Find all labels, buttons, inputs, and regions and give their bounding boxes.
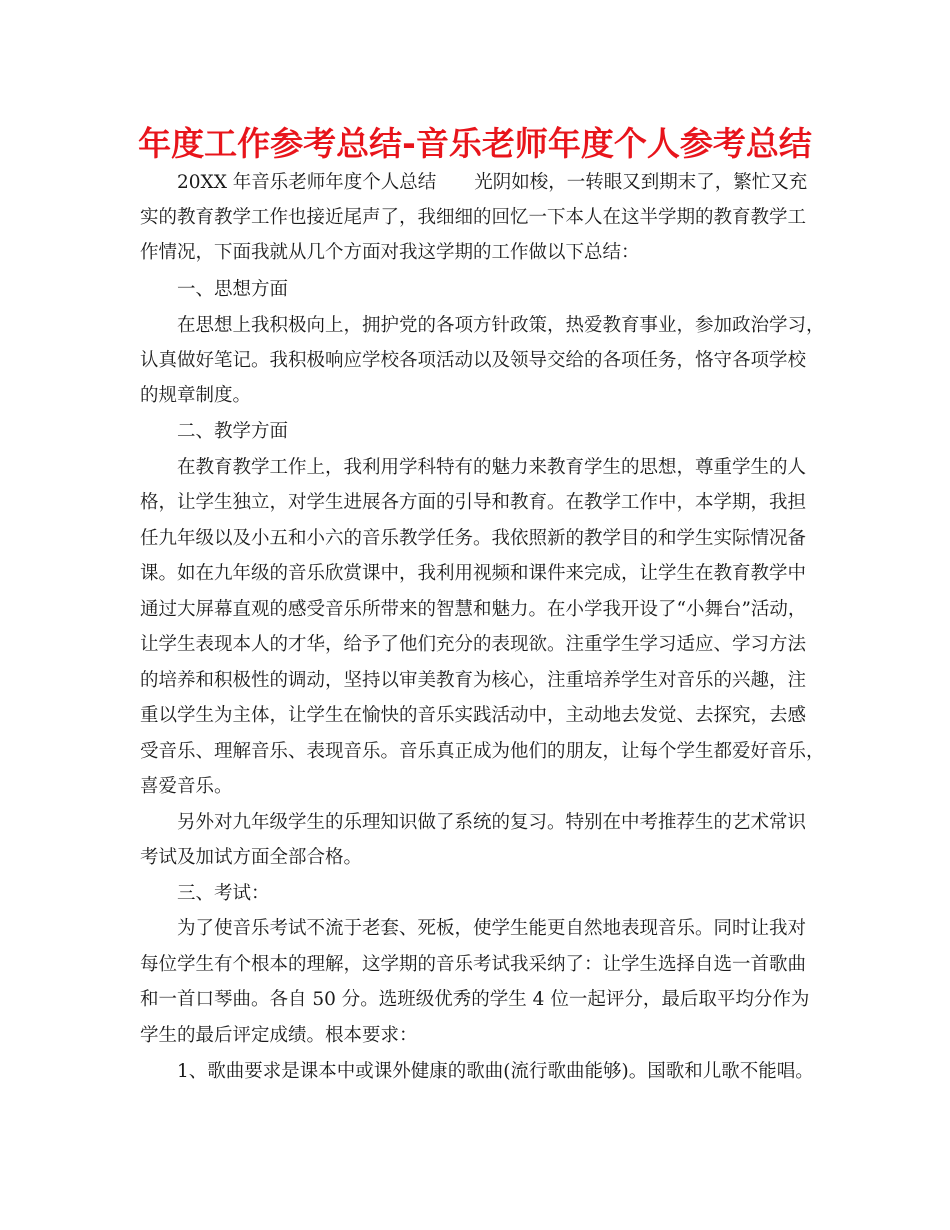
section-heading: 二、教学方面	[177, 421, 289, 442]
paragraph-line: 实的教育教学工作也接近尾声了，我细细的回忆一下本人在这半学期的教育教学工	[140, 207, 807, 228]
paragraph-line: 在教育教学工作上，我利用学科特有的魅力来教育学生的思想，尊重学生的人	[177, 457, 807, 478]
paragraph-line: 学生的最后评定成绩。根本要求：	[140, 1025, 418, 1046]
paragraph-line: 为了使音乐考试不流于老套、死板，使学生能更自然地表现音乐。同时让我对	[177, 918, 807, 939]
section-heading: 一、思想方面	[177, 279, 289, 300]
inline-heading: 20XX 年音乐老师年度个人总结	[177, 172, 437, 193]
paragraph-line: 在思想上我积极向上，拥护党的各项方针政策，热爱教育事业，参加政治学习，	[177, 315, 825, 336]
paragraph-line: 让学生表现本人的才华，给予了他们充分的表现欲。注重学生学习适应、学习方法	[140, 634, 807, 655]
line-text: 光阴如梭，一转眼又到期末了，繁忙又充	[474, 172, 808, 193]
paragraph-line: 的规章制度。	[140, 385, 252, 406]
paragraph-line: 考试及加试方面全部合格。	[140, 847, 363, 868]
paragraph-line: 和一首口琴曲。各自 50 分。选班级优秀的学生 4 位一起评分，最后取平均分作为	[140, 989, 810, 1010]
paragraph-line: 任九年级以及小五和小六的音乐教学任务。我依照新的教学目的和学生实际情况备	[140, 528, 807, 549]
list-item: 1、歌曲要求是课本中或课外健康的歌曲(流行歌曲能够)。国歌和儿歌不能唱。	[177, 1061, 814, 1082]
paragraph-line: 重以学生为主体，让学生在愉快的音乐实践活动中，主动地去发觉、去探究，去感	[140, 705, 807, 726]
paragraph-line: 另外对九年级学生的乐理知识做了系统的复习。特别在中考推荐生的艺术常识	[177, 812, 807, 833]
paragraph-line: 课。如在九年级的音乐欣赏课中，我利用视频和课件来完成，让学生在教育教学中	[140, 563, 807, 584]
section-heading: 三、考试：	[177, 883, 270, 904]
paragraph-line: 喜爱音乐。	[140, 776, 233, 797]
paragraph-line: 作情况，下面我就从几个方面对我这学期的工作做以下总结：	[140, 242, 640, 263]
paragraph-line: 的培养和积极性的调动，坚持以审美教育为核心，注重培养学生对音乐的兴趣，注	[140, 670, 807, 691]
paragraph-line: 认真做好笔记。我积极响应学校各项活动以及领导交给的各项任务，恪守各项学校	[140, 350, 807, 371]
paragraph-line: 每位学生有个根本的理解，这学期的音乐考试我采纳了：让学生选择自选一首歌曲	[140, 954, 807, 975]
paragraph-line	[177, 170, 807, 196]
paragraph-line: 受音乐、理解音乐、表现音乐。音乐真正成为他们的朋友，让每个学生都爱好音乐，	[140, 741, 825, 762]
paragraph-line: 通过大屏幕直观的感受音乐所带来的智慧和魅力。在小学我开设了“小舞台”活动，	[140, 599, 807, 620]
paragraph-line: 格，让学生独立，对学生进展各方面的引导和教育。在教学工作中，本学期，我担	[140, 492, 807, 513]
document-title: 年度工作参考总结-音乐老师年度个人参考总结	[138, 124, 812, 163]
